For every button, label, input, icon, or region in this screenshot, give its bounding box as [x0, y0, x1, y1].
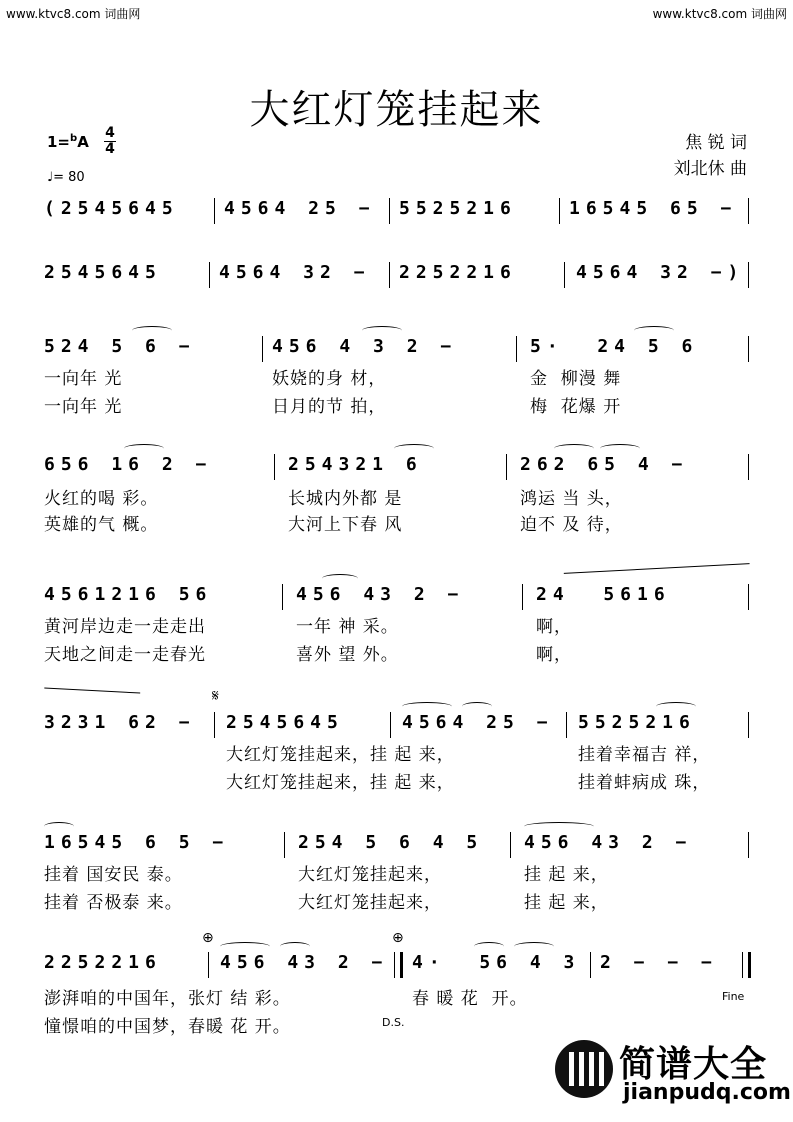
measure: 524 5 6 −	[44, 336, 196, 357]
measure: 456 4 3 2 −	[272, 336, 458, 357]
lyric-line: 大河上下春 风	[288, 515, 403, 535]
piano-icon	[555, 1040, 613, 1098]
key-note: A	[77, 133, 89, 151]
measure: 16545 6 5 −	[44, 832, 230, 853]
lyric-line: 啊，	[536, 645, 572, 665]
song-title: 大红灯笼挂起来	[249, 87, 544, 133]
measure: 5525216	[578, 712, 696, 733]
measure: 2252216	[399, 262, 517, 283]
key-flat: b	[70, 133, 78, 144]
measure: 456 43 2 −	[524, 832, 693, 853]
lyric-line: 大红灯笼挂起来，	[298, 893, 442, 913]
meter-top: 4	[105, 125, 115, 141]
measure: 456 43 2 −	[220, 952, 389, 973]
lyric-line: 一年 神 采。	[296, 617, 399, 637]
key-signature	[47, 133, 89, 151]
measure: 5· 24 5 6	[530, 336, 699, 357]
lyric-line: 喜外 望 外。	[296, 645, 399, 665]
coda-icon: ⊕	[392, 930, 404, 946]
lyric-line: 啊，	[536, 617, 572, 637]
lyric-line: 挂着 国安民 泰。	[44, 865, 183, 885]
lyricist: 焦 锐 词	[685, 133, 747, 153]
measure: 2545645	[226, 712, 344, 733]
lyric-line: 挂 起 来，	[524, 865, 609, 885]
lyric-line: 日月的节 拍，	[272, 397, 387, 417]
tempo-mark	[47, 170, 85, 185]
lyric-line: 憧憬咱的中国梦，春暖 花 开。	[44, 1017, 291, 1037]
fine-mark: Fine	[722, 990, 745, 1003]
measure: 2252216	[44, 952, 162, 973]
ds-mark: D.S.	[382, 1016, 405, 1029]
quarter-note-icon: ♩	[47, 170, 54, 185]
measure: 2 − − −	[600, 952, 718, 973]
lyric-line: 挂着蚌病成 珠，	[578, 773, 711, 793]
measure: 5525216	[399, 198, 517, 219]
lyric-line: 鸿运 当 头，	[520, 489, 623, 509]
lyric-line: 一向年 光	[44, 397, 123, 417]
time-signature	[104, 126, 116, 157]
site-logo[interactable]	[555, 1034, 791, 1114]
lyric-line: 金 柳漫 舞	[530, 369, 622, 389]
lyric-line: 挂着幸福吉 祥，	[578, 745, 711, 765]
measure: 24 5616	[536, 584, 671, 605]
measure: 4564 32 −	[219, 262, 371, 283]
lyric-line: 大红灯笼挂起来，挂 起 来，	[226, 773, 455, 793]
lyric-line: 妖娆的身 材，	[272, 369, 387, 389]
meter-bottom: 4	[105, 141, 115, 157]
measure: 456 43 2 −	[296, 584, 465, 605]
measure: 4· 56 4 3	[412, 952, 581, 973]
lyric-line: 春 暖 花 开。	[412, 989, 528, 1009]
measure: 4564 32 −)	[576, 262, 745, 283]
logo-url: jianpudq.com	[623, 1080, 791, 1105]
key-prefix: 1=	[47, 133, 71, 151]
measure: 254321 6	[288, 454, 423, 475]
logo-title: 简谱大全	[619, 1044, 768, 1085]
tempo-value: = 80	[53, 170, 85, 185]
coda-icon: ⊕	[202, 930, 214, 946]
measure: 4564 25 −	[402, 712, 554, 733]
measure: 4561216 56	[44, 584, 213, 605]
measure: 4564 25 −	[224, 198, 376, 219]
lyric-line: 黄河岸边走一走走出	[44, 617, 206, 637]
lyric-line: 火红的喝 彩。	[44, 489, 159, 509]
lyric-line: 挂 起 来，	[524, 893, 609, 913]
lyric-line: 天地之间走一走春光	[44, 645, 206, 665]
lyric-line: 大红灯笼挂起来，	[298, 865, 442, 885]
site-watermark-left[interactable]: www.ktvc8.com 词曲网	[6, 7, 141, 21]
measure: 254 5 6 4 5	[298, 832, 484, 853]
segno-icon: 𝄋	[212, 686, 219, 705]
lyric-line: 澎湃咱的中国年，张灯 结 彩。	[44, 989, 291, 1009]
measure: 262 65 4 −	[520, 454, 689, 475]
lyric-line: 迫不 及 待，	[520, 515, 623, 535]
measure: (2545645	[44, 198, 179, 219]
lyric-line: 长城内外都 是	[288, 489, 403, 509]
measure: 656 16 2 −	[44, 454, 213, 475]
lyric-line: 大红灯笼挂起来，挂 起 来，	[226, 745, 455, 765]
measure: 16545 65 −	[569, 198, 738, 219]
lyric-line: 梅 花爆 开	[530, 397, 622, 417]
composer: 刘北休 曲	[673, 159, 747, 179]
lyric-line: 一向年 光	[44, 369, 123, 389]
lyric-line: 挂着 否极泰 来。	[44, 893, 183, 913]
site-watermark-right[interactable]: www.ktvc8.com 词曲网	[652, 7, 787, 21]
measure: 2545645	[44, 262, 162, 283]
lyric-line: 英雄的气 概。	[44, 515, 159, 535]
measure: 3231 62 −	[44, 712, 196, 733]
